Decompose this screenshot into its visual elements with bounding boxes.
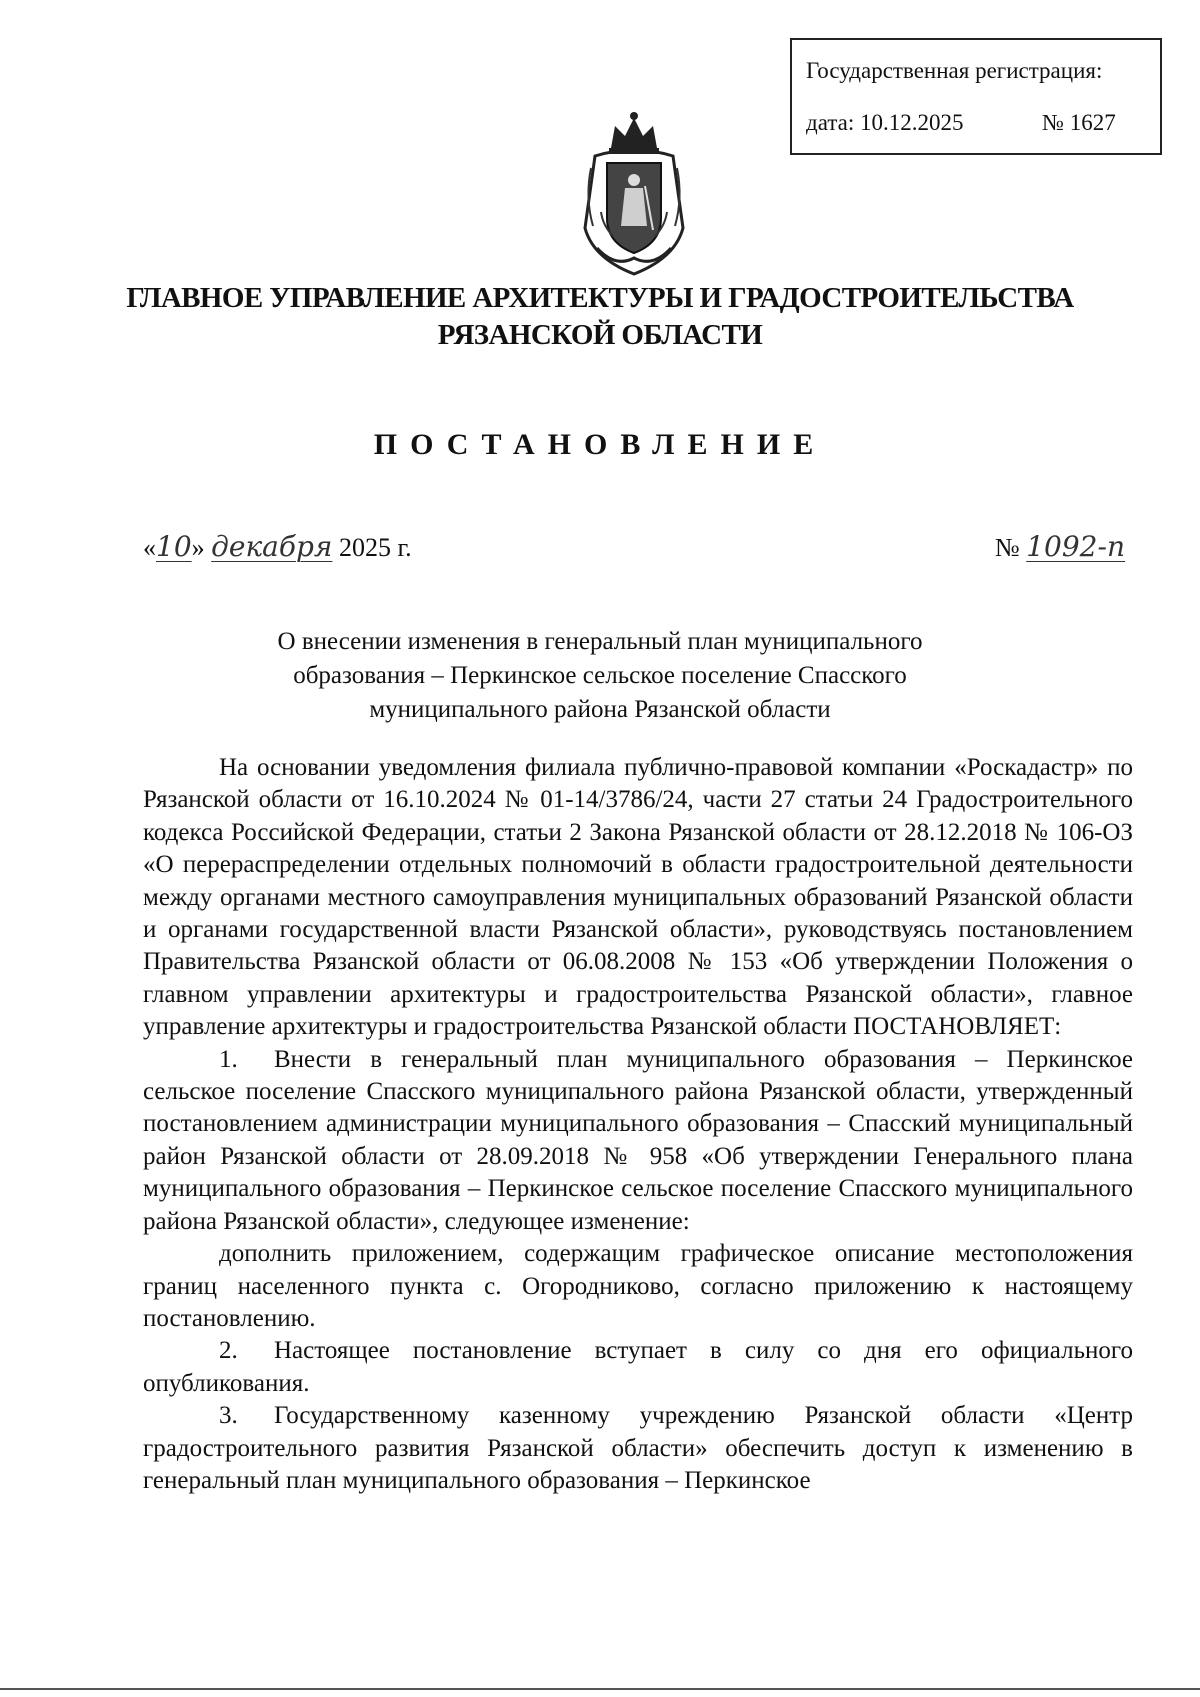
preamble-paragraph: На основании уведомления филиала публично-правовой компании «Роскадастр» по Рязанской области от 16.10.2024 № 01-14/3786/24, части 27 статьи 24 Градостроительного кодекса Российской Федерации, статьи 2 Закона Рязанской области от 28.12.2018 № 106-ОЗ «О перераспределении отдельных полномочий в области градостроительной деятельности между органами местного самоуправления муниципальных образований Рязанской области и органами государственной власти Рязанской области», руководствуясь постановлением Правительства Рязанской области от 06.08.2008 № 153 «Об утверждении Положения о главном управлении архитектуры и градостроительства Рязанской области», главное управление архитектуры и градостроительства Рязанской области ПОСТАНОВЛЯЕТ: xyxy=(143,754,1133,1041)
list-item xyxy=(143,1044,1133,1238)
date-day-handwritten: 10 xyxy=(156,530,192,563)
registration-date: дата: 10.12.2025 xyxy=(806,110,964,135)
item-number: 1. xyxy=(219,1045,238,1073)
document-body xyxy=(143,752,1133,1497)
list-item xyxy=(143,1400,1133,1497)
date-month-handwritten: декабря xyxy=(211,530,333,563)
item-text: Настоящее постановление вступает в силу со дня его официального опубликования. xyxy=(143,1337,1133,1397)
coat-of-arms-icon xyxy=(575,108,693,278)
subject-line2: образования – Перкинское сельское поселение Спасского xyxy=(293,662,907,689)
date-close-quote: » xyxy=(191,533,205,562)
registration-title: Государственная регистрация: xyxy=(806,58,1103,83)
subject-line3: муниципального района Рязанской области xyxy=(369,696,831,723)
item-number: 3. xyxy=(219,1402,238,1430)
organization-name-line2: РЯЗАНСКОЙ ОБЛАСТИ xyxy=(437,319,763,351)
item-text: Государственному казенному учреждению Рязанской области «Центр градостроительного развития Рязанской области» обеспечить доступ к изменению в генеральный план муниципального образования – Перкинское xyxy=(143,1402,1133,1494)
document-subject xyxy=(200,625,1000,727)
document-type-title: ПОСТАНОВЛЕНИЕ xyxy=(373,428,827,461)
item-text: дополнить приложением, содержащим графическое описание местоположения границ населенного пункта с. Огородниково, согласно приложению к настоящему постановлению. xyxy=(143,1240,1133,1332)
registration-stamp xyxy=(790,38,1162,155)
document-date xyxy=(143,530,412,563)
registration-number: № 1627 xyxy=(1042,110,1116,135)
date-year: 2025 г. xyxy=(338,533,412,562)
date-open-quote: « xyxy=(143,533,156,562)
number-prefix: № xyxy=(994,533,1020,562)
item-number: 2. xyxy=(219,1337,238,1365)
subject-line1: О внесении изменения в генеральный план муниципального xyxy=(277,628,923,655)
item-text: Внести в генеральный план муниципального образования – Перкинское сельское поселение Спасского муниципального района Рязанской области, утвержденный постановлением администрации муниципального образования – Спасский муниципальный район Рязанской области от 28.09.2018 № 958 «Об утверждении Генерального плана муниципального образования – Перкинское сельское поселение Спасского муниципального района Рязанской области», следующее изменение: xyxy=(143,1045,1133,1235)
number-handwritten: 1092-п xyxy=(1026,530,1125,563)
document-number xyxy=(995,530,1125,563)
page-bottom-edge xyxy=(0,1688,1200,1690)
list-item xyxy=(143,1238,1133,1335)
list-item xyxy=(143,1335,1133,1400)
organization-name-line1: ГЛАВНОЕ УПРАВЛЕНИЕ АРХИТЕКТУРЫ И ГРАДОСТРОИТЕЛЬСТВА xyxy=(126,282,1074,314)
